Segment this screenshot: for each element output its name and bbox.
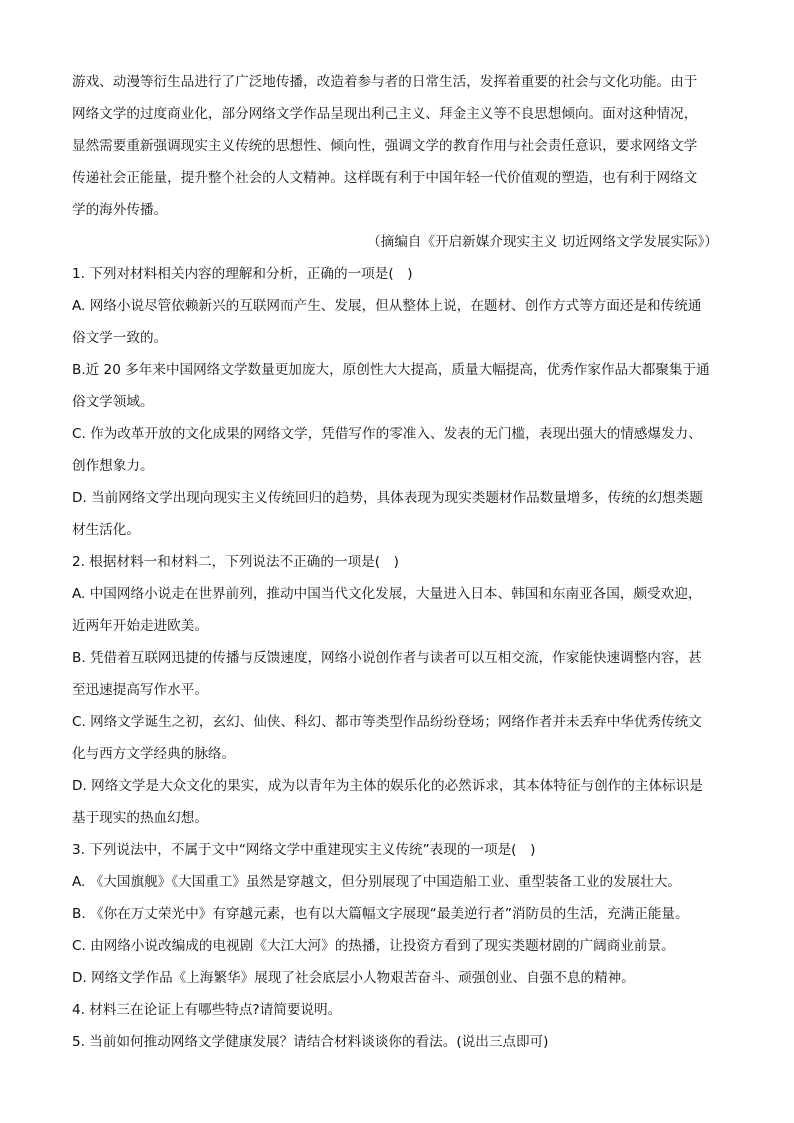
question-1-option-d (72, 482, 724, 546)
question-2-option-d (72, 770, 724, 834)
question-3-option-c (72, 930, 724, 962)
passage-line: 传递社会正能量，提升整个社会的人文精神。这样既有利于中国年轻一代价值观的塑造，也有利于网络文 (72, 170, 698, 186)
question-3-option-b (72, 898, 724, 930)
option-line: A. 中国网络小说走在世界前列，推动中国当代文化发展，大量进入日本、韩国和东南亚各国，颇受欢迎， (72, 586, 702, 602)
option-line: 化与西方文学经典的脉络。 (72, 746, 236, 762)
option-line: D. 当前网络文学出现向现实主义传统回归的趋势，具体表现为现实类题材作品数量增多，传统的幻想类题 (72, 490, 703, 506)
question-2-option-c (72, 706, 724, 770)
option-line: B. 《你在万丈荣光中》有穿越元素，也有以大篇幅文字展现“最美逆行者”消防员的生活，充满正能量。 (72, 906, 689, 922)
passage-line: 显然需要重新强调现实主义传统的思想性、倾向性，强调文学的教育作用与社会责任意识，要求网络文学 (72, 138, 698, 154)
question-3-option-d (72, 962, 724, 994)
question-2-option-a (72, 578, 724, 642)
option-line: 俗文学一致的。 (72, 330, 168, 346)
option-line: C. 网络文学诞生之初，玄幻、仙侠、科幻、都市等类型作品纷纷登场；网络作者并未丢弃中华优秀传统文 (72, 714, 702, 730)
option-line: A. 网络小说尽管依赖新兴的互联网而产生、发展，但从整体上说，在题材、创作方式等方面还是和传统通 (72, 298, 702, 314)
question-1-stem: 1. 下列对材料相关内容的理解和分析，正确的一项是( ) (72, 266, 413, 282)
option-line: D. 网络文学是大众文化的果实，成为以青年为主体的娱乐化的必然诉求，其本体特征与创作的主体标识是 (72, 778, 703, 794)
document-content (72, 66, 724, 1058)
question-1-option-b (72, 354, 724, 418)
option-line: B.近 20 多年来中国网络文学数量更加庞大，原创性大大提高，质量大幅提高，优秀作家作品大都聚集于通 (72, 362, 710, 378)
question-1-option-a (72, 290, 724, 354)
question-1-option-c (72, 418, 724, 482)
option-line: C. 作为改革开放的文化成果的网络文学，凭借写作的零准入、发表的无门槛，表现出强大的情感爆发力、 (72, 426, 702, 442)
option-line: 创作想象力。 (72, 458, 154, 474)
option-line: D. 网络文学作品《上海繁华》展现了社会底层小人物艰苦奋斗、顽强创业、自强不息的精神。 (72, 970, 635, 986)
passage-source: （摘编自《开启新媒介现实主义 切近网络文学发展实际》） (367, 234, 718, 250)
question-4-stem: 4. 材料三在论证上有哪些特点?请简要说明。 (72, 1002, 342, 1018)
option-line: A. 《大国旗舰》《大国重工》虽然是穿越文，但分别展现了中国造船工业、重型装备工业的发展壮大。 (72, 874, 682, 890)
passage-paragraph (72, 66, 724, 226)
passage-line: 游戏、动漫等衍生品进行了广泛地传播，改造着参与者的日常生活，发挥着重要的社会与文化功能。由于 (72, 74, 698, 90)
question-5-stem: 5. 当前如何推动网络文学健康发展？请结合材料谈谈你的看法。(说出三点即可) (72, 1034, 549, 1050)
option-line: 材生活化。 (72, 522, 140, 538)
option-line: 基于现实的热血幻想。 (72, 810, 208, 826)
question-3-option-a (72, 866, 724, 898)
option-line: B. 凭借着互联网迅捷的传播与反馈速度，网络小说创作者与读者可以互相交流，作家能快速调整内容，甚 (72, 650, 702, 666)
option-line: C. 由网络小说改编成的电视剧《大江大河》的热播，让投资方看到了现实类题材剧的广阔商业前景。 (72, 938, 675, 954)
question-3-stem: 3. 下列说法中，不属于文中“网络文学中重建现实主义传统”表现的一项是( ) (72, 842, 536, 858)
option-line: 俗文学领域。 (72, 394, 154, 410)
option-line: 近两年开始走进欧美。 (72, 618, 208, 634)
passage-line: 网络文学的过度商业化，部分网络文学作品呈现出利己主义、拜金主义等不良思想倾向。面对这种情况， (72, 106, 698, 122)
question-2-option-b (72, 642, 724, 706)
option-line: 至迅速提高写作水平。 (72, 682, 208, 698)
passage-line: 学的海外传播。 (72, 202, 168, 218)
question-2-stem: 2. 根据材料一和材料二，下列说法不正确的一项是( ) (72, 554, 399, 570)
